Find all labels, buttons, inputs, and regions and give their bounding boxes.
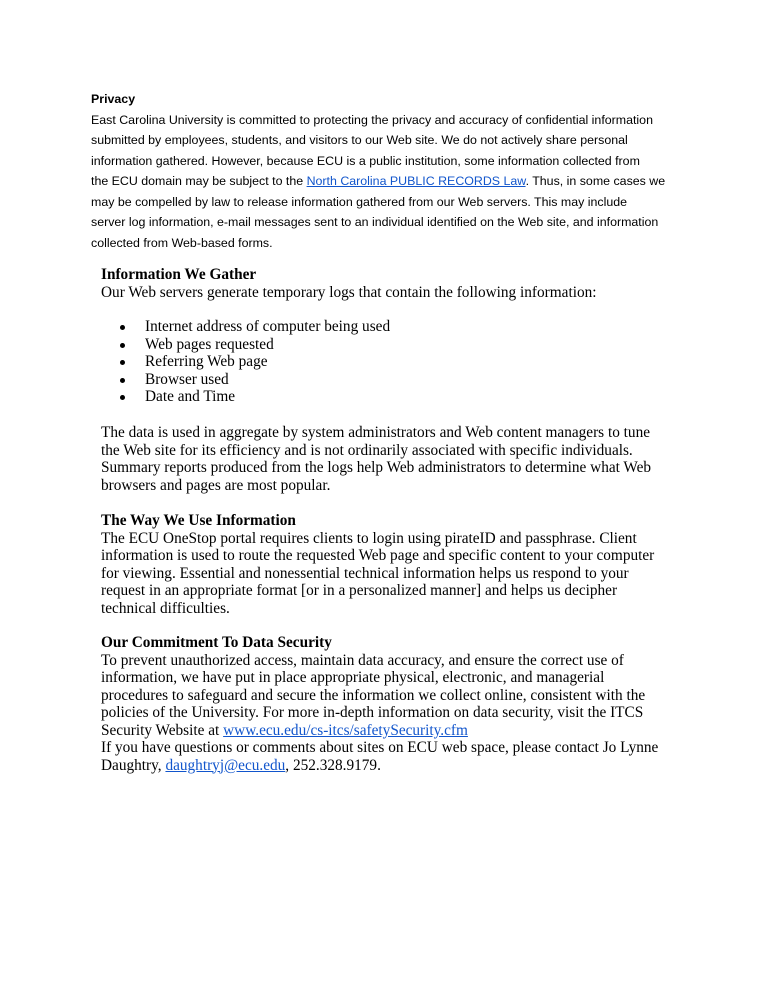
paragraph-line: The ECU OneStop portal requires clients to login using pirateID and passphrase. Client xyxy=(101,529,637,547)
privacy-line xyxy=(91,171,731,192)
paragraph-line: procedures to safeguard and secure the information we collect online, consistent with the xyxy=(101,686,646,704)
paragraph-line: for viewing. Essential and nonessential technical information helps us respond to your xyxy=(101,564,629,582)
privacy-line-text: . Thus, in some cases we xyxy=(525,174,666,188)
list-item-text: Web pages requested xyxy=(145,335,274,353)
itcs-security-website-link[interactable]: www.ecu.edu/cs-itcs/safetySecurity.cfm xyxy=(223,721,468,739)
paragraph-line: The data is used in aggregate by system administrators and Web content managers to tune xyxy=(101,424,651,441)
bullet-icon xyxy=(120,395,125,400)
privacy-line: collected from Web-based forms. xyxy=(91,235,273,250)
public-records-law-link[interactable]: North Carolina PUBLIC RECORDS Law xyxy=(306,174,526,188)
privacy-heading: Privacy xyxy=(91,92,136,106)
privacy-section xyxy=(91,89,731,253)
bullet-icon xyxy=(120,343,125,348)
information-list xyxy=(101,318,390,406)
list-item xyxy=(101,353,390,371)
paragraph-line xyxy=(101,722,701,740)
privacy-line: may be compelled by law to release information gathered from our Web servers. This may include xyxy=(91,194,628,209)
list-item-text: Browser used xyxy=(145,370,229,388)
paragraph-line: the Web site for its efficiency and is not ordinarily associated with specific individuals. xyxy=(101,441,633,459)
privacy-line: information gathered. However, because ECU is a public institution, some information collected from xyxy=(91,153,640,168)
paragraph-line: policies of the University. For more in-depth information on data security, visit the ITCS xyxy=(101,704,644,722)
data-usage-paragraph xyxy=(101,424,701,494)
list-item xyxy=(101,371,390,389)
paragraph-text: , 252.328.9179. xyxy=(285,756,381,774)
paragraph-line: To prevent unauthorized access, maintain data accuracy, and ensure the correct use of xyxy=(101,651,624,669)
contact-paragraph xyxy=(101,739,701,774)
bullet-icon xyxy=(120,378,125,383)
list-item xyxy=(101,336,390,354)
privacy-body xyxy=(91,110,731,254)
way-we-use-information-section xyxy=(101,512,701,618)
list-item-text: Referring Web page xyxy=(145,353,268,371)
data-security-heading: Our Commitment To Data Security xyxy=(101,634,332,651)
paragraph-text: Security Website at xyxy=(101,721,224,739)
paragraph-line: request in an appropriate format [or in a personalized manner] and helps us decipher xyxy=(101,582,618,600)
contact-email-link[interactable]: daughtryj@ecu.edu xyxy=(165,756,286,774)
paragraph-line: Summary reports produced from the logs help Web administrators to determine what Web xyxy=(101,459,652,477)
paragraph-line: information, we have put in place appropriate physical, electronic, and managerial xyxy=(101,669,605,687)
privacy-line: server log information, e-mail messages sent to an individual identified on the Web site, and information xyxy=(91,215,659,229)
data-security-section xyxy=(101,634,701,740)
information-we-gather-intro: Our Web servers generate temporary logs that contain the following information: xyxy=(101,283,597,301)
information-we-gather-section xyxy=(101,266,701,301)
paragraph-line: technical difficulties. xyxy=(101,599,230,617)
way-we-use-information-heading: The Way We Use Information xyxy=(101,512,296,529)
privacy-line: submitted by employees, students, and visitors to our Web site. We do not actively share personal xyxy=(91,133,628,147)
bullet-icon xyxy=(120,325,125,330)
privacy-line-text: the ECU domain may be subject to the xyxy=(91,174,307,188)
bullet-icon xyxy=(120,360,125,365)
paragraph-line xyxy=(101,757,701,775)
paragraph-text: Daughtry, xyxy=(101,756,166,774)
information-we-gather-heading: Information We Gather xyxy=(101,266,257,283)
list-item-text: Internet address of computer being used xyxy=(145,318,391,335)
paragraph-line: browsers and pages are most popular. xyxy=(101,476,331,494)
list-item xyxy=(101,388,390,406)
paragraph-line: If you have questions or comments about sites on ECU web space, please contact Jo Lynne xyxy=(101,739,659,756)
list-item xyxy=(101,318,390,336)
privacy-line: East Carolina University is committed to protecting the privacy and accuracy of confidential information xyxy=(91,112,653,127)
paragraph-line: information is used to route the requested Web page and specific content to your computer xyxy=(101,547,655,565)
list-item-text: Date and Time xyxy=(145,388,236,406)
